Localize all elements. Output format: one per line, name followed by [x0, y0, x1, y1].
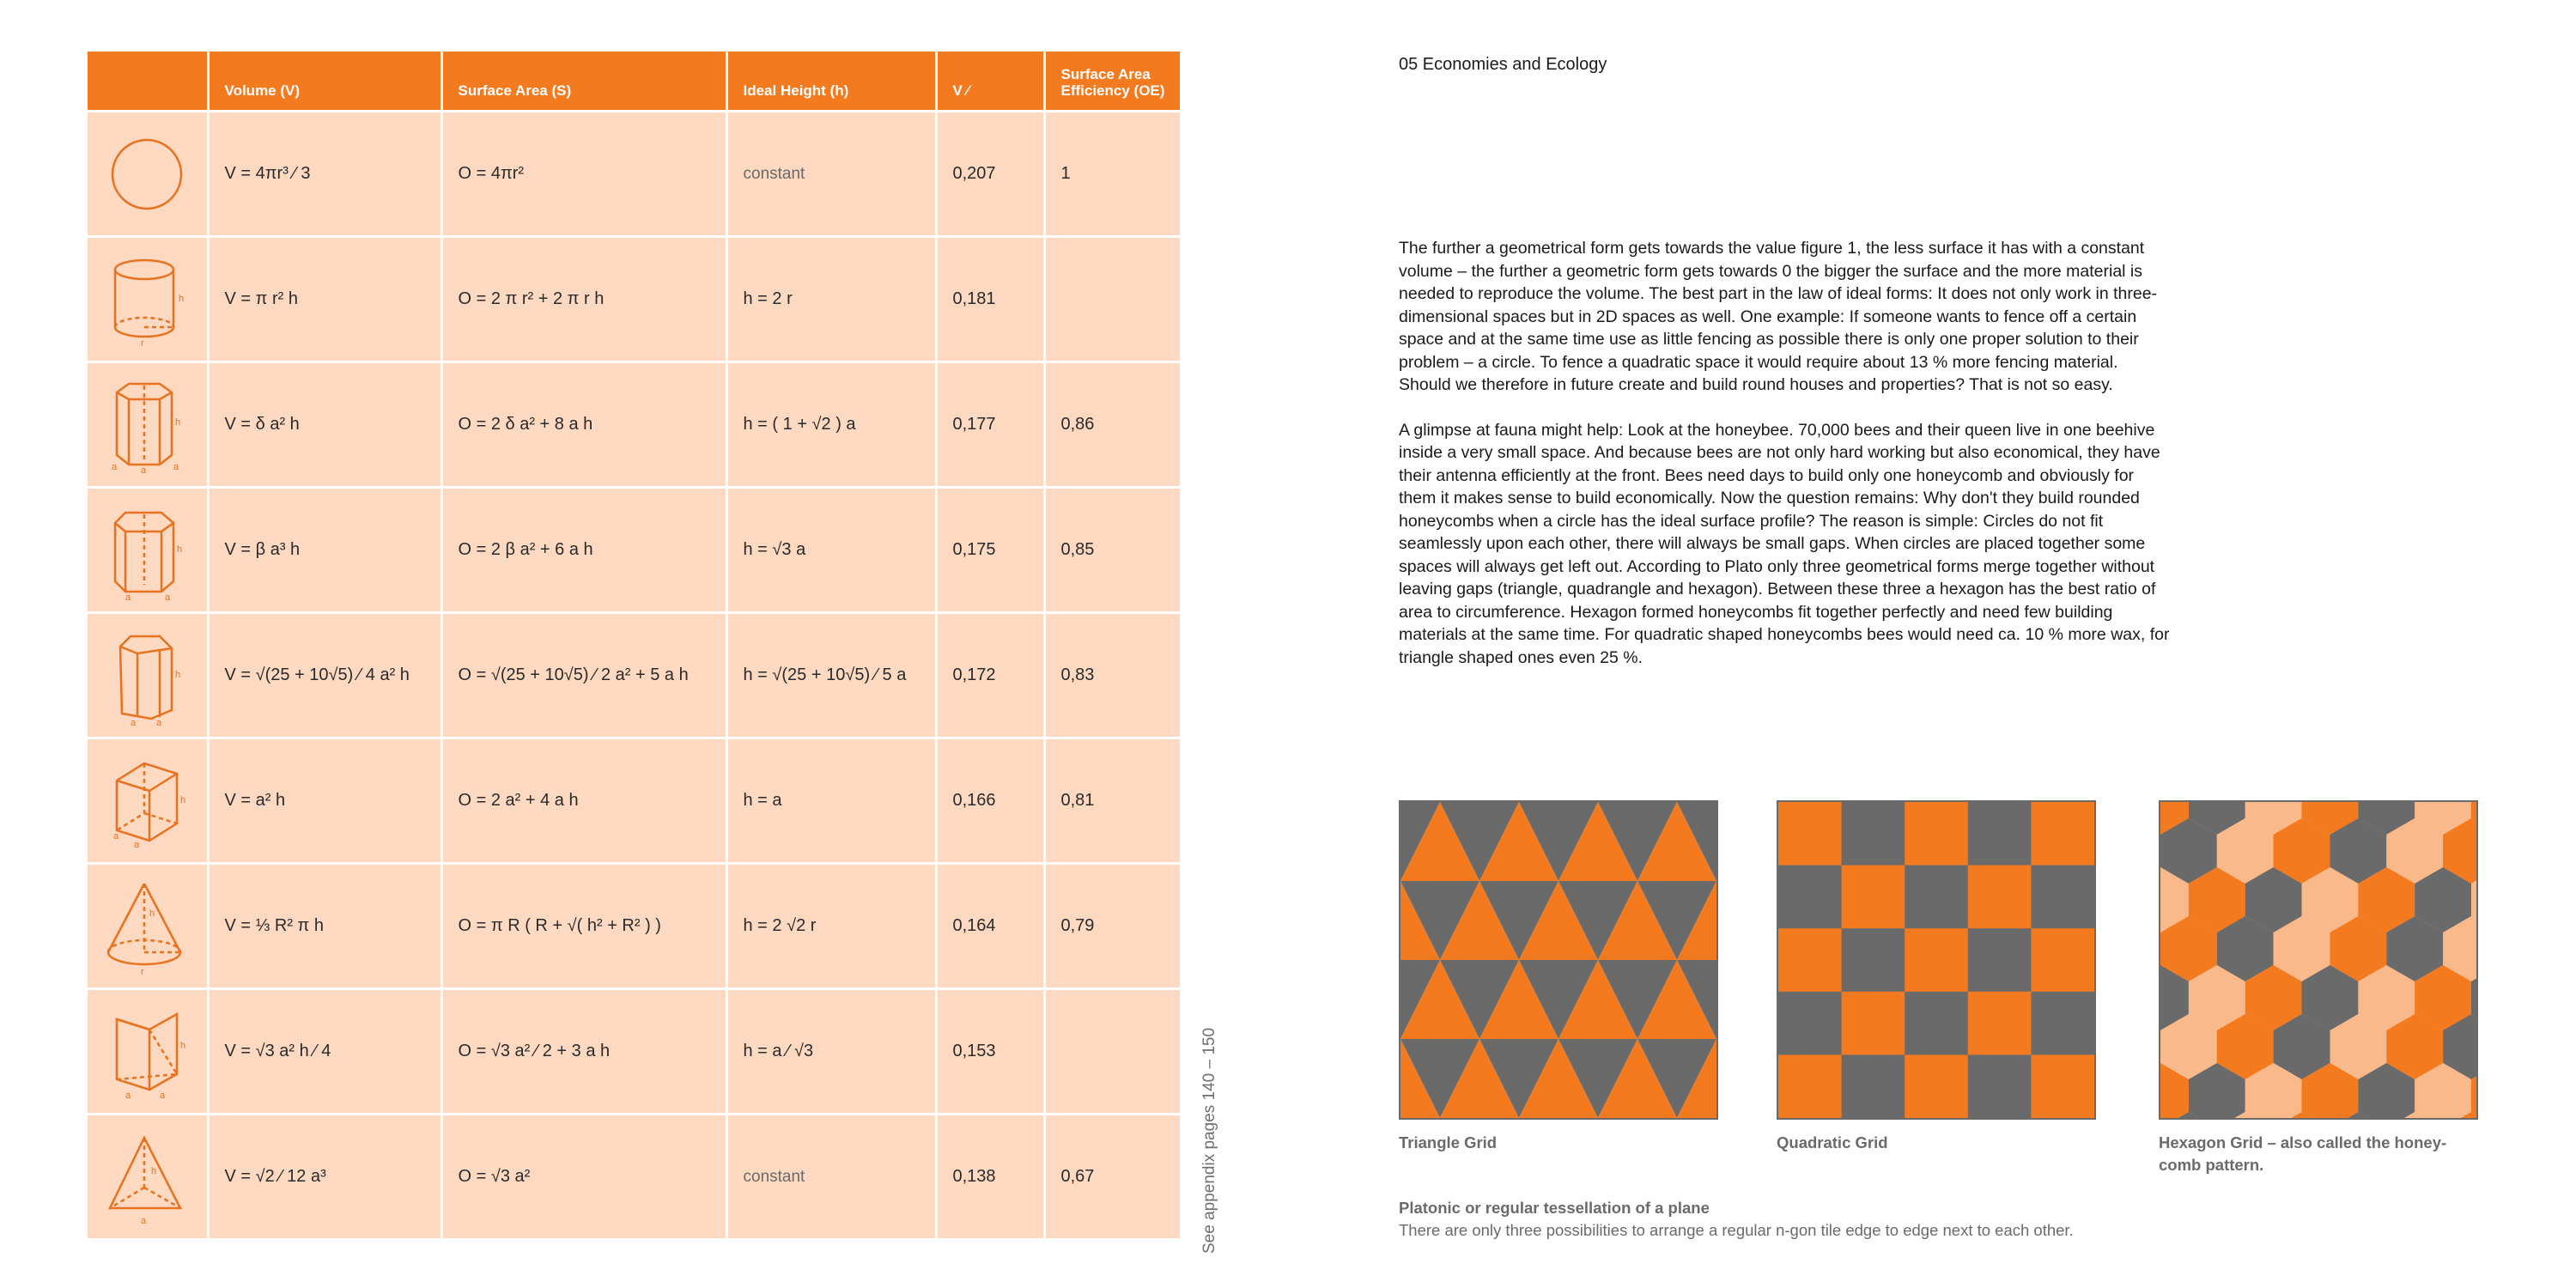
- surface-formula: O = 2 a² + 4 a h: [441, 738, 726, 864]
- header-shape: [88, 52, 208, 112]
- appendix-note: See appendix pages 140 – 150: [1200, 1027, 1218, 1254]
- ideal-forms-table-wrap: [88, 52, 1180, 1238]
- square-tile: [1778, 992, 1842, 1055]
- efficiency-value: 0,67: [1044, 1115, 1180, 1239]
- square-tile: [1968, 1054, 2032, 1118]
- triangle-grid-svg: [1400, 802, 1716, 1118]
- square-tile: [2031, 866, 2094, 929]
- square-tile: [2031, 928, 2094, 992]
- surface-formula: O = √3 a² ⁄ 2 + 3 a h: [441, 989, 726, 1115]
- cylinder-icon: [100, 248, 194, 351]
- square-tile: [1778, 866, 1842, 929]
- table-row: [88, 112, 1180, 237]
- height-formula: h = 2 r: [726, 237, 936, 362]
- table-row: [88, 738, 1180, 864]
- paragraph: The further a geometrical form gets towards the value figure 1, the less surface it has with a constant volume – the further a geometric form gets towards 0 the bigger the surface and the more material is needed to reproduce the volume. The best part in the law of ideal forms: It does not only work in three-dimensional spaces but in 2D spaces as well. One example: If someone wants to fence off a certain space and at the same time use as little fencing as possible there is only one proper solution to their problem – a circle. To fence a quadratic space it would require about 13 % more fencing material. Should we therefore in future create and build round houses and properties? That is not so easy.: [1399, 239, 2158, 394]
- square-tile: [1968, 928, 2032, 992]
- volume-formula: V = π r² h: [208, 237, 441, 362]
- svg-text:r: r: [141, 966, 144, 977]
- svg-text:a: a: [156, 717, 162, 727]
- height-formula: h = a ⁄ √3: [726, 989, 936, 1115]
- quadratic-grid-caption: Quadratic Grid: [1777, 1133, 1888, 1151]
- svg-text:a: a: [160, 1090, 166, 1101]
- efficiency-value: 0,81: [1044, 738, 1180, 864]
- volume-formula: V = √(25 + 10√5) ⁄ 4 a² h: [208, 613, 441, 738]
- square-tile: [1842, 1054, 1905, 1118]
- svg-text:h: h: [180, 1040, 186, 1051]
- svg-text:a: a: [141, 465, 147, 476]
- surface-formula: O = 2 β a² + 6 a h: [441, 488, 726, 613]
- svg-text:a: a: [125, 592, 131, 602]
- height-formula: h = √3 a: [726, 488, 936, 613]
- svg-text:h: h: [175, 416, 181, 428]
- svg-text:a: a: [112, 461, 118, 472]
- shape-cell: [88, 738, 208, 864]
- shape-cell: [88, 237, 208, 362]
- shape-cell: [88, 112, 208, 237]
- square-tile: [1778, 802, 1842, 866]
- svg-text:a: a: [131, 717, 137, 727]
- volume-formula: V = 4πr³ ⁄ 3: [208, 112, 441, 237]
- square-tile: [1778, 928, 1842, 992]
- svg-text:h: h: [149, 908, 155, 919]
- square-tile: [1905, 992, 1968, 1055]
- square-tile: [2031, 992, 2094, 1055]
- pentagonal-prism-icon: [100, 624, 194, 727]
- shape-cell: [88, 864, 208, 989]
- height-formula: h = 2 √2 r: [726, 864, 936, 989]
- surface-formula: O = 2 δ a² + 8 a h: [441, 362, 726, 488]
- volume-ratio: 0,153: [936, 989, 1044, 1115]
- volume-ratio: 0,207: [936, 112, 1044, 237]
- table-row: [88, 362, 1180, 488]
- shape-cell: [88, 613, 208, 738]
- svg-text:h: h: [177, 544, 183, 555]
- surface-formula: O = √3 a²: [441, 1115, 726, 1239]
- efficiency-value: 0,83: [1044, 613, 1180, 738]
- height-formula: h = ( 1 + √2 ) a: [726, 362, 936, 488]
- volume-formula: V = δ a² h: [208, 362, 441, 488]
- header-volume-ratio: V ⁄: [936, 52, 1044, 112]
- hexagon-grid-illustration: [2159, 800, 2478, 1120]
- efficiency-value: [1044, 989, 1180, 1115]
- body-text: [1399, 237, 2172, 691]
- volume-formula: V = β a³ h: [208, 488, 441, 613]
- header-efficiency: Surface Area Efficiency (OE): [1044, 52, 1180, 112]
- quadratic-grid-svg: [1778, 802, 2094, 1118]
- sphere-icon: [100, 123, 194, 226]
- svg-text:h: h: [151, 1165, 157, 1176]
- volume-ratio: 0,175: [936, 488, 1044, 613]
- header-volume: Volume (V): [208, 52, 441, 112]
- octagonal-prism-icon: [100, 374, 194, 477]
- volume-formula: V = ⅓ R² π h: [208, 864, 441, 989]
- tetrahedron-icon: [100, 1126, 194, 1229]
- volume-ratio: 0,181: [936, 237, 1044, 362]
- shape-cell: [88, 1115, 208, 1239]
- hexagonal-prism-icon: [100, 499, 194, 602]
- volume-ratio: 0,164: [936, 864, 1044, 989]
- surface-formula: O = 4πr²: [441, 112, 726, 237]
- height-formula: h = a: [726, 738, 936, 864]
- svg-text:a: a: [165, 592, 171, 602]
- square-tile: [1905, 1054, 1968, 1118]
- footer-title: Platonic or regular tessellation of a plane: [1399, 1199, 1710, 1217]
- square-tile: [1968, 866, 2032, 929]
- cube-icon: [100, 750, 194, 853]
- square-tile: [1905, 866, 1968, 929]
- table-row: [88, 1115, 1180, 1239]
- square-tile: [1905, 928, 1968, 992]
- volume-ratio: 0,138: [936, 1115, 1044, 1239]
- header-surface-area: Surface Area (S): [441, 52, 726, 112]
- volume-ratio: 0,177: [936, 362, 1044, 488]
- volume-formula: V = √2 ⁄ 12 a³: [208, 1115, 441, 1239]
- efficiency-value: [1044, 237, 1180, 362]
- surface-formula: O = π R ( R + √( h² + R² ) ): [441, 864, 726, 989]
- svg-text:a: a: [125, 1090, 131, 1101]
- square-tile: [1842, 866, 1905, 929]
- square-tile: [1968, 802, 2032, 866]
- height-formula: constant: [726, 112, 936, 237]
- table-row: [88, 237, 1180, 362]
- header-ideal-height: Ideal Height (h): [726, 52, 936, 112]
- efficiency-value: 0,85: [1044, 488, 1180, 613]
- volume-formula: V = √3 a² h ⁄ 4: [208, 989, 441, 1115]
- hexagon-grid-svg: [2160, 802, 2476, 1118]
- svg-text:h: h: [180, 794, 186, 805]
- volume-ratio: 0,166: [936, 738, 1044, 864]
- shape-cell: [88, 362, 208, 488]
- svg-text:a: a: [141, 1215, 147, 1226]
- quadratic-grid-illustration: [1777, 800, 2096, 1120]
- table-row: [88, 488, 1180, 613]
- table-row: [88, 613, 1180, 738]
- efficiency-value: 0,86: [1044, 362, 1180, 488]
- shape-cell: [88, 989, 208, 1115]
- hexagon-grid-caption: Hexagon Grid – also called the honey-comb pattern.: [2159, 1133, 2447, 1174]
- square-tile: [1905, 802, 1968, 866]
- chapter-title: 05 Economies and Ecology: [1399, 55, 1607, 74]
- square-tile: [1842, 928, 1905, 992]
- triangular-prism-icon: [100, 1000, 194, 1103]
- paragraph: A glimpse at fauna might help: Look at the honeybee. 70,000 bees and their queen live in one beehive inside a very small space. And because bees are not only hard working but also economical, they have their antenna efficiently at the front. Bees need days to build only one honeycomb and obviously for them it makes sense to build economically. Now the question remains: Why don't they build rounded honeycombs when a circle has the ideal surface profile? The reason is simple: Circles do not fit seamlessly upon each other, there will always be small gaps. When circles are placed together some spaces will always get left out. According to Plato only three geometrical forms merge together without leaving gaps (triangle, quadrangle and hexagon). Between these three a hexagon has the best ratio of area to circumference. Hexagon formed honeycombs fit together perfectly and need few building materials at the same time. For quadratic shaped honeycombs bees would need ca. 10 % more wax, for triangle shaped ones even 25 %.: [1399, 420, 2170, 667]
- table-row: [88, 864, 1180, 989]
- efficiency-value: 0,79: [1044, 864, 1180, 989]
- triangle-grid-caption: Triangle Grid: [1399, 1133, 1498, 1151]
- square-tile: [1842, 992, 1905, 1055]
- svg-text:a: a: [113, 830, 119, 841]
- svg-text:a: a: [173, 461, 179, 472]
- svg-text:h: h: [175, 669, 181, 680]
- efficiency-value: 1: [1044, 112, 1180, 237]
- triangle-grid-illustration: [1399, 800, 1718, 1120]
- square-tile: [1968, 992, 2032, 1055]
- square-tile: [2031, 802, 2094, 866]
- square-tile: [1842, 802, 1905, 866]
- svg-text:h: h: [179, 293, 185, 304]
- footer-description: There are only three possibilities to arrange a regular n-gon tile edge to edge next to each other.: [1399, 1221, 2074, 1239]
- height-formula: constant: [726, 1115, 936, 1239]
- volume-ratio: 0,172: [936, 613, 1044, 738]
- square-tile: [1778, 1054, 1842, 1118]
- cone-icon: [100, 875, 194, 978]
- height-formula: h = √(25 + 10√5) ⁄ 5 a: [726, 613, 936, 738]
- svg-text:r: r: [141, 337, 144, 349]
- shape-cell: [88, 488, 208, 613]
- svg-text:a: a: [134, 839, 140, 850]
- surface-formula: O = 2 π r² + 2 π r h: [441, 237, 726, 362]
- volume-formula: V = a² h: [208, 738, 441, 864]
- ideal-forms-table: [88, 52, 1180, 1238]
- surface-formula: O = √(25 + 10√5) ⁄ 2 a² + 5 a h: [441, 613, 726, 738]
- table-row: [88, 989, 1180, 1115]
- square-tile: [2031, 1054, 2094, 1118]
- table-header-row: [88, 52, 1180, 112]
